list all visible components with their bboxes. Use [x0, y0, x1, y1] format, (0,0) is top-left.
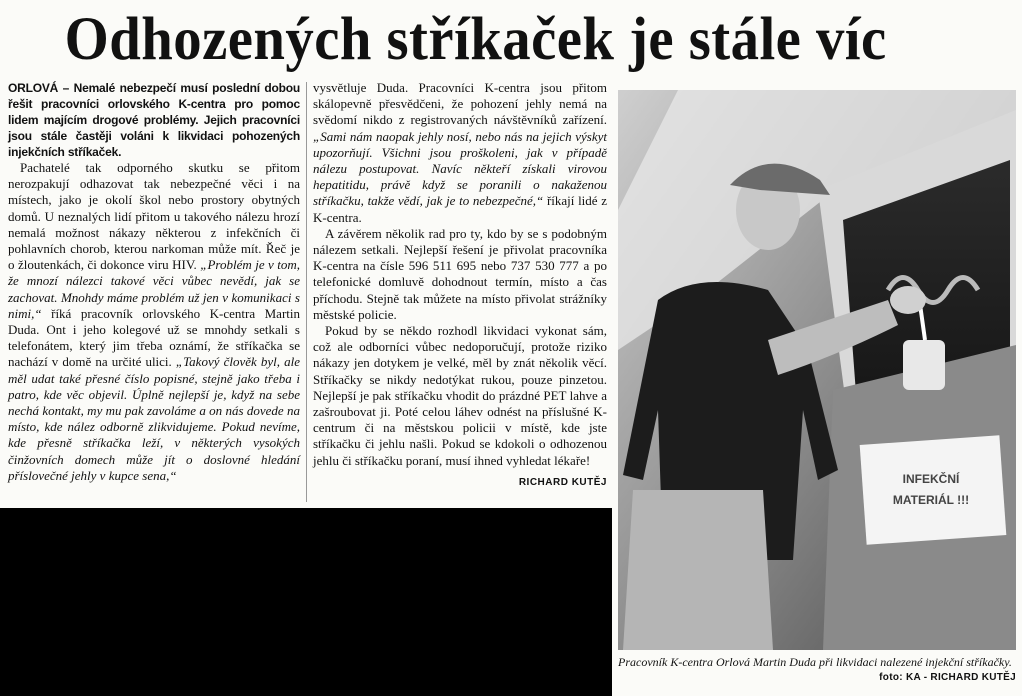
body-paragraph: Pokud by se někdo rozhodl likvidaci vykonat sám, což ale odborníci vůbec nedoporučují, protože riziko nákazy jen dotykem je velké, měl by znát několik věcí. Stříkačky se nikdy nedotýkat rukou, pouze pinzetou. Nejlepší je pak stříkačku vhodit do prázdné PET lahve a zašroubovat ji. Poté celou láhev odnést na příslušné K-centrum či na městskou policii v místě, kde jste stříkačku či jehlu našli. Pokud se kdokoli o odhozenou jehlu či stříkačku poraní, musí ihned vyhledat lékaře!: [313, 323, 607, 468]
man-hand: [890, 286, 926, 314]
warning-sign-text-1: INFEKČNÍ: [902, 472, 960, 486]
caption-text: Pracovník K-centra Orlová Martin Duda při likvidaci nalezené injekční stříkačky.: [618, 655, 1012, 669]
photo-caption: [618, 654, 1016, 686]
column-divider: [306, 82, 307, 502]
sharps-container: [903, 340, 945, 390]
article-column-1: [8, 80, 300, 484]
photo-credit: foto: KA - RICHARD KUTĚJ: [879, 672, 1016, 683]
quote-text: „Sami nám naopak jehly nosí, nebo nás na jejich výskyt upozorňují. Všichni jsou proškoleni, jak v případě nálezu postupovat. Navíc někteří získali virovou hepatitidu, právě když se poranili o nakaženou stříkačku, takže vědí, jak je to nebezpečné,“: [313, 128, 607, 209]
article-column-2: [313, 80, 607, 491]
article-photo: [618, 90, 1016, 650]
photo-illustration: [618, 90, 1016, 650]
quote-text: „Takový člověk byl, ale měl udat také přesné číslo popisné, stejně jako třeba i patro, kde věc objevil. Úplně nejlepší je, když na sebe nechá kontakt, my mu pak zavoláme a on nás dovede na místo, kde nález odborně zlikvidujeme. Pokud nevíme, kde přesně stříkačka leží, v některých vysokých činžovních domech může jít o doslovné hledání příslovečné jehly v kupce sena,“: [8, 354, 300, 483]
warning-sign-text-2: MATERIÁL !!!: [892, 493, 970, 507]
headline: Odhozených stříkaček je stále víc: [64, 6, 887, 73]
man-trousers: [623, 490, 773, 650]
body-paragraph: A závěrem několik rad pro ty, kdo by se s podobným nálezem setkali. Nejlepší řešení je přivolat pracovníka K-centra na čísle 596 511 695 nebo 737 530 777 a po telefonické domluvě dohodnout termín, místo a čas příchodu. Stejně tak můžete na místo přivolat strážníky městské policie.: [313, 225, 607, 322]
body-text: Pachatelé tak odporného skutku se přitom nerozpakují odhazovat tak nebezpečné věci i na místech, jako je okolí škol nebo prostory obytných domů. U neznalých lidí přitom u takového nálezu hrozí nemalá možnost nákazy některou z infekčních či pohlavních chorob, kterou narkoman může mít. Řeč je o žloutenkách, či dokonce viru HIV.: [8, 160, 300, 273]
body-paragraph: [8, 160, 300, 484]
body-text: říká pracovník orlovského K-centra Martin Duda. Ont i jeho kolegové už se mnohdy setkali s telefonátem, který jim třeba oznámí, že stříkačka se nachází v domě na určité ulici.: [8, 305, 300, 370]
author-byline: RICHARD KUTĚJ: [518, 476, 607, 488]
quote-text: „Problém je v tom, že mnozí nálezci takové věci vůbec nevědí, jak se zachovat. Mnohdy máme problém už jen v komunikaci s nimi,“: [8, 257, 300, 321]
lead-paragraph: ORLOVÁ – Nemalé nebezpečí musí poslední dobou řešit pracovníci orlovského K-centra pro pomoc lidem majícím drogové problémy. Jejich pracovníci jsou stále častěji voláni k likvidaci pohozených injekčních stříkaček.: [8, 81, 300, 159]
body-text: vysvětluje Duda. Pracovníci K-centra jsou přitom skálopevně přesvědčeni, že pohození jehly nemá na svědomí nikdo z registrovaných návštěvníků zařízení.: [313, 80, 607, 128]
body-text: říkají lidé z K-centra.: [313, 193, 608, 225]
body-paragraph: [313, 80, 607, 226]
warning-sign: [860, 435, 1007, 545]
